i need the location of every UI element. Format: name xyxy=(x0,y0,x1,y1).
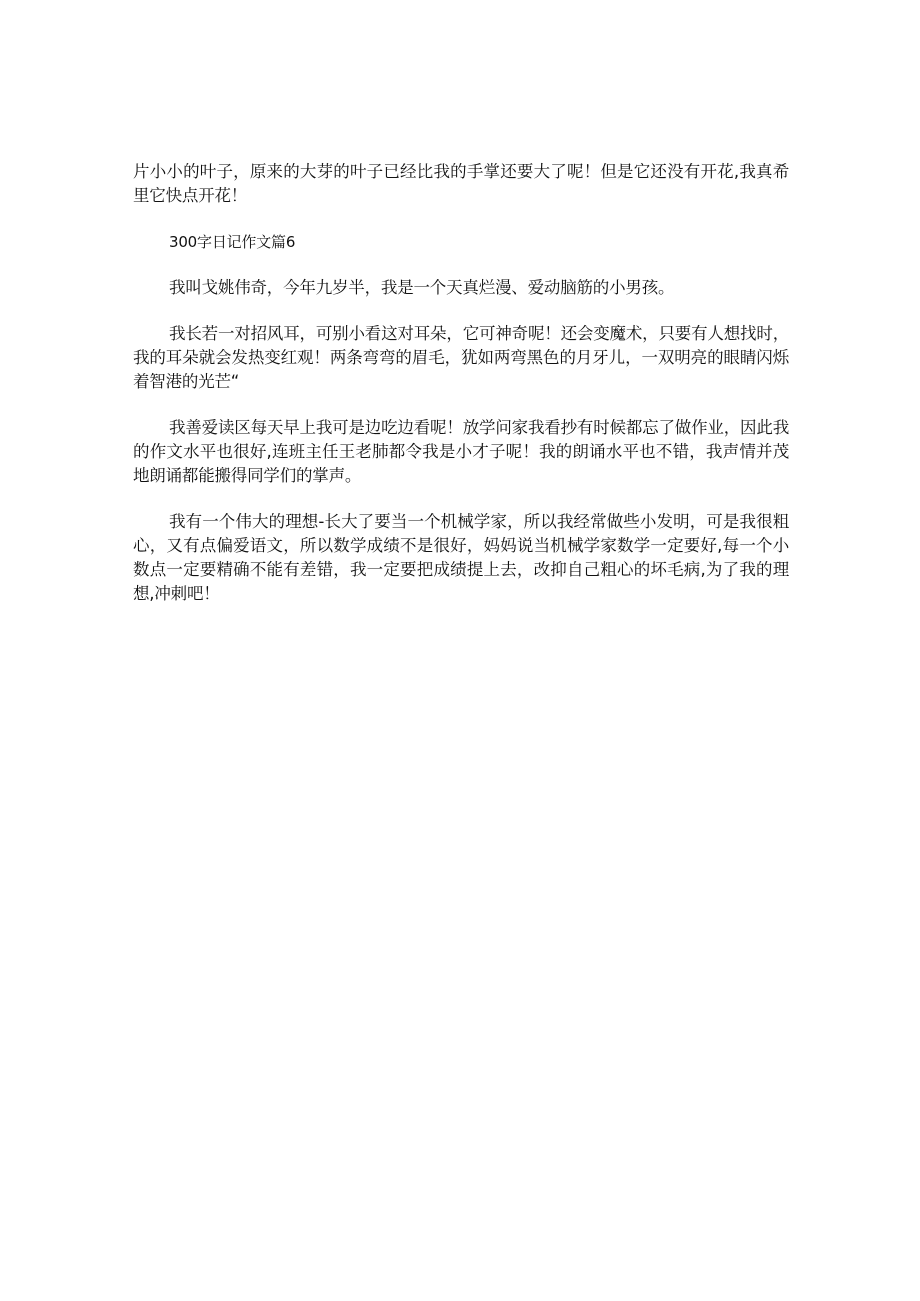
paragraph-intro: 我叫戈姚伟奇，今年九岁半，我是一个天真烂漫、爱动脑筋的小男孩。 xyxy=(169,278,675,297)
paragraph-reading: 我善爱读区每天早上我可是边吃边看呢！放学问家我看抄有时候都忘了做作业，因此我的作文水平也很好,连班主任王老肺都令我是小才子呢！我的朗诵水平也不错，我声情并茂地朗诵都能搬得同学们的掌声。 xyxy=(133,418,789,485)
paragraph-dream: 我有一个伟大的理想-长大了要当一个机械学家，所以我经常做些小发明，可是我很粗心，又有点偏爱语文，所以数学成绩不是很好，妈妈说当机械学家数学一定要好,每一个小数点一定要精确不能有差错，我一定要把成绩提上去，改抑自己粗心的坏毛病,为了我的理想,冲刺吧！ xyxy=(133,512,789,603)
document-body xyxy=(133,160,789,628)
section-heading: 300字日记作文篇6 xyxy=(169,233,296,251)
paragraph-continuation: 片小小的叶子，原来的大芽的叶子已经比我的手掌还要大了呢！但是它还没有开花,我真希里它快点开花！ xyxy=(133,162,789,205)
paragraph-appearance: 我长若一对招风耳，可别小看这对耳朵，它可神奇呢！还会变魔术，只要有人想找时，我的耳朵就会发热变红观！两条弯弯的眉毛，犹如两弯黑色的月牙儿，一双明亮的眼睛闪烁着智港的光芒“ xyxy=(133,324,789,391)
